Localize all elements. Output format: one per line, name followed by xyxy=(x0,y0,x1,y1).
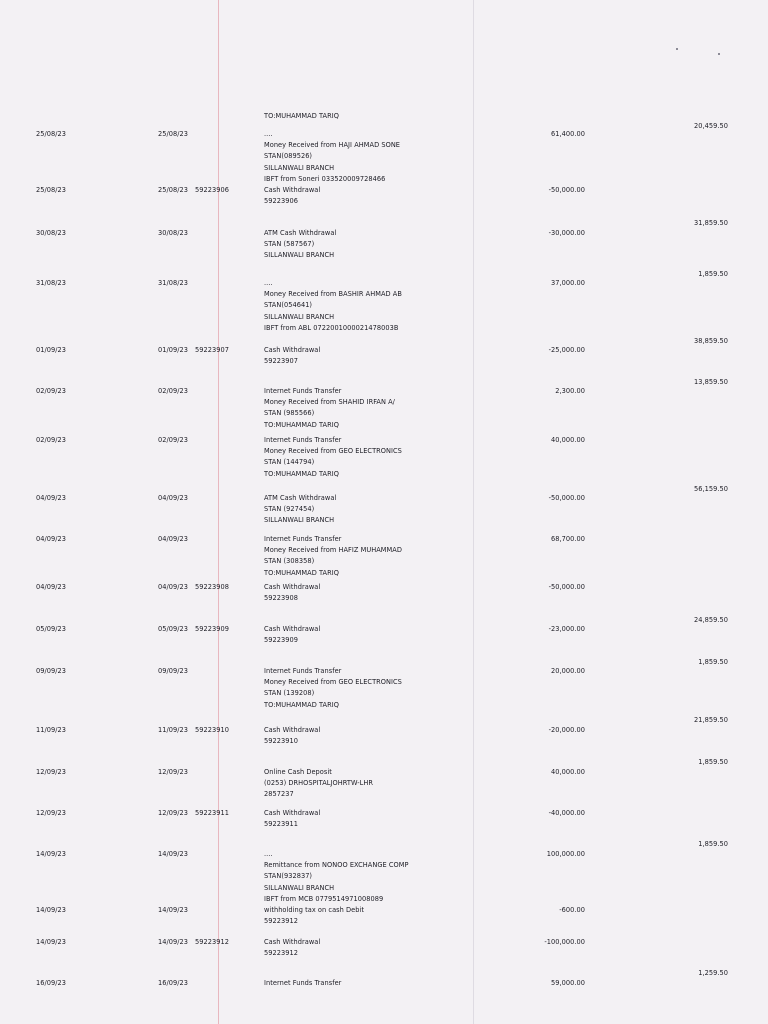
cheque-number: 59223912 xyxy=(195,938,229,946)
transaction-amount: 68,700.00 xyxy=(550,535,585,543)
transaction-amount: 40,000.00 xyxy=(550,768,585,776)
transaction-amount: -20,000.00 xyxy=(548,726,585,734)
transaction-description: .... xyxy=(264,279,273,287)
posting-date: 25/08/23 xyxy=(36,130,67,138)
transaction-description: TO:MUHAMMAD TARIQ xyxy=(264,568,339,577)
transaction-amount: 100,000.00 xyxy=(546,850,585,858)
posting-date: 14/09/23 xyxy=(36,850,67,858)
transaction-description: Money Received from GEO ELECTRONICS xyxy=(264,678,402,687)
transaction-description: Cash Withdrawal xyxy=(264,938,321,946)
value-date: 04/09/23 xyxy=(158,494,189,502)
value-date: 12/09/23 xyxy=(158,768,189,776)
value-date: 14/09/23 xyxy=(158,906,189,914)
running-balance: 20,459.50 xyxy=(693,122,728,130)
transaction-description: IBFT from MCB 0779514971008089 xyxy=(264,894,384,903)
transaction-description: STAN(932837) xyxy=(264,872,313,881)
transaction-description: ATM Cash Withdrawal xyxy=(264,494,337,502)
transaction-description: Money Received from HAFIZ MUHAMMAD xyxy=(264,546,402,555)
transaction-description: withholding tax on cash Debit xyxy=(264,906,365,914)
running-balance: 38,859.50 xyxy=(693,337,728,345)
transaction-description: 59223911 xyxy=(264,820,298,829)
transaction-description: TO:MUHAMMAD TARIQ xyxy=(264,420,339,429)
running-balance: 13,859.50 xyxy=(693,378,728,386)
scan-speck xyxy=(718,53,720,55)
transaction-amount: -30,000.00 xyxy=(548,229,585,237)
running-balance: 1,859.50 xyxy=(698,658,728,666)
posting-date: 31/08/23 xyxy=(36,279,67,287)
value-date: 31/08/23 xyxy=(158,279,189,287)
transaction-amount: -23,000.00 xyxy=(548,625,585,633)
transaction-description: 59223912 xyxy=(264,949,298,958)
scan-speck xyxy=(676,48,678,50)
transaction-description: Cash Withdrawal xyxy=(264,583,321,591)
transaction-amount: 61,400.00 xyxy=(550,130,585,138)
posting-date: 16/09/23 xyxy=(36,979,67,987)
transaction-amount: 2,300.00 xyxy=(555,387,585,395)
transaction-description: Internet Funds Transfer xyxy=(264,979,342,987)
value-date: 16/09/23 xyxy=(158,979,189,987)
transaction-amount: 40,000.00 xyxy=(550,436,585,444)
transaction-description: Cash Withdrawal xyxy=(264,726,321,734)
transaction-amount: -600.00 xyxy=(559,906,585,914)
value-date: 09/09/23 xyxy=(158,667,189,675)
transaction-description: STAN(054641) xyxy=(264,301,313,310)
value-date: 11/09/23 xyxy=(158,726,189,734)
transaction-amount: 20,000.00 xyxy=(550,667,585,675)
transaction-description: Money Received from SHAHID IRFAN A/ xyxy=(264,398,395,407)
transaction-amount: 59,000.00 xyxy=(550,979,585,987)
transaction-amount: -100,000.00 xyxy=(544,938,585,946)
transaction-description: SILLANWALI BRANCH xyxy=(264,312,335,321)
transaction-description: 59223910 xyxy=(264,737,298,746)
posting-date: 02/09/23 xyxy=(36,387,67,395)
cheque-number: 59223907 xyxy=(195,346,229,354)
value-date: 25/08/23 xyxy=(158,186,189,194)
transaction-description: STAN (985566) xyxy=(264,409,315,418)
transaction-amount: -25,000.00 xyxy=(548,346,585,354)
transaction-description: TO:MUHAMMAD TARIQ xyxy=(264,700,339,709)
transaction-description: Internet Funds Transfer xyxy=(264,387,342,395)
posting-date: 04/09/23 xyxy=(36,535,67,543)
transaction-description: Internet Funds Transfer xyxy=(264,436,342,444)
value-date: 12/09/23 xyxy=(158,809,189,817)
transaction-description: Money Received from BASHIR AHMAD AB xyxy=(264,290,402,299)
posting-date: 09/09/23 xyxy=(36,667,67,675)
value-date: 02/09/23 xyxy=(158,387,189,395)
value-date: 30/08/23 xyxy=(158,229,189,237)
transaction-description: Remittance from NONOO EXCHANGE COMP xyxy=(264,861,409,870)
transaction-description: 59223907 xyxy=(264,357,298,366)
transaction-description: IBFT from ABL 0722001000021478003B xyxy=(264,323,399,332)
value-date: 04/09/23 xyxy=(158,583,189,591)
transaction-description: 59223906 xyxy=(264,197,298,206)
transaction-description: Money Received from GEO ELECTRONICS xyxy=(264,447,402,456)
posting-date: 11/09/23 xyxy=(36,726,67,734)
transaction-description: (0253) DRHOSPITALJOHRTW-LHR xyxy=(264,779,374,788)
transaction-description: Internet Funds Transfer xyxy=(264,535,342,543)
transaction-description: Cash Withdrawal xyxy=(264,625,321,633)
running-balance: 1,259.50 xyxy=(698,969,728,977)
transaction-description: STAN (587567) xyxy=(264,240,315,249)
transaction-description: .... xyxy=(264,130,273,138)
posting-date: 14/09/23 xyxy=(36,938,67,946)
posting-date: 01/09/23 xyxy=(36,346,67,354)
running-balance: 1,859.50 xyxy=(698,758,728,766)
posting-date: 25/08/23 xyxy=(36,186,67,194)
transaction-description: STAN(089526) xyxy=(264,152,313,161)
transaction-amount: -50,000.00 xyxy=(548,186,585,194)
posting-date: 04/09/23 xyxy=(36,583,67,591)
cheque-number: 59223909 xyxy=(195,625,229,633)
transaction-description: STAN (139208) xyxy=(264,689,315,698)
transaction-description: STAN (308358) xyxy=(264,557,315,566)
value-date: 04/09/23 xyxy=(158,535,189,543)
transaction-description: Online Cash Deposit xyxy=(264,768,332,776)
transaction-description: SILLANWALI BRANCH xyxy=(264,163,335,172)
running-balance: 1,859.50 xyxy=(698,840,728,848)
transaction-description: 59223909 xyxy=(264,636,298,645)
transaction-description: STAN (927454) xyxy=(264,505,315,514)
transaction-amount: -40,000.00 xyxy=(548,809,585,817)
posting-date: 02/09/23 xyxy=(36,436,67,444)
transaction-description: TO:MUHAMMAD TARIQ xyxy=(264,469,339,478)
transaction-description: ATM Cash Withdrawal xyxy=(264,229,337,237)
transaction-description: SILLANWALI BRANCH xyxy=(264,883,335,892)
transaction-description: Cash Withdrawal xyxy=(264,809,321,817)
transaction-description: 59223908 xyxy=(264,594,298,603)
value-date: 01/09/23 xyxy=(158,346,189,354)
value-date: 14/09/23 xyxy=(158,938,189,946)
transaction-description: SILLANWALI BRANCH xyxy=(264,251,335,260)
value-date: 02/09/23 xyxy=(158,436,189,444)
running-balance: 31,859.50 xyxy=(693,219,728,227)
transaction-amount: -50,000.00 xyxy=(548,494,585,502)
posting-date: 14/09/23 xyxy=(36,906,67,914)
column-divider-red xyxy=(218,0,219,1024)
transaction-description: IBFT from Soneri 033520009728466 xyxy=(264,174,386,183)
running-balance: 56,159.50 xyxy=(693,485,728,493)
transaction-description: 59223912 xyxy=(264,917,298,926)
transaction-description: .... xyxy=(264,850,273,858)
posting-date: 12/09/23 xyxy=(36,768,67,776)
running-balance: 24,859.50 xyxy=(693,616,728,624)
cheque-number: 59223906 xyxy=(195,186,229,194)
cheque-number: 59223908 xyxy=(195,583,229,591)
value-date: 14/09/23 xyxy=(158,850,189,858)
transaction-description: Internet Funds Transfer xyxy=(264,667,342,675)
transaction-amount: 37,000.00 xyxy=(550,279,585,287)
transaction-description: TO:MUHAMMAD TARIQ xyxy=(264,112,339,120)
value-date: 25/08/23 xyxy=(158,130,189,138)
running-balance: 1,859.50 xyxy=(698,270,728,278)
transaction-amount: -50,000.00 xyxy=(548,583,585,591)
running-balance: 21,859.50 xyxy=(693,716,728,724)
posting-date: 05/09/23 xyxy=(36,625,67,633)
posting-date: 12/09/23 xyxy=(36,809,67,817)
cheque-number: 59223911 xyxy=(195,809,229,817)
transaction-description: 2857237 xyxy=(264,790,294,799)
value-date: 05/09/23 xyxy=(158,625,189,633)
transaction-description: Cash Withdrawal xyxy=(264,346,321,354)
transaction-description: Cash Withdrawal xyxy=(264,186,321,194)
cheque-number: 59223910 xyxy=(195,726,229,734)
transaction-description: SILLANWALI BRANCH xyxy=(264,516,335,525)
posting-date: 30/08/23 xyxy=(36,229,67,237)
posting-date: 04/09/23 xyxy=(36,494,67,502)
column-divider-gray xyxy=(473,0,474,1024)
transaction-description: Money Received from HAJI AHMAD SONE xyxy=(264,141,401,150)
transaction-description: STAN (144794) xyxy=(264,458,315,467)
